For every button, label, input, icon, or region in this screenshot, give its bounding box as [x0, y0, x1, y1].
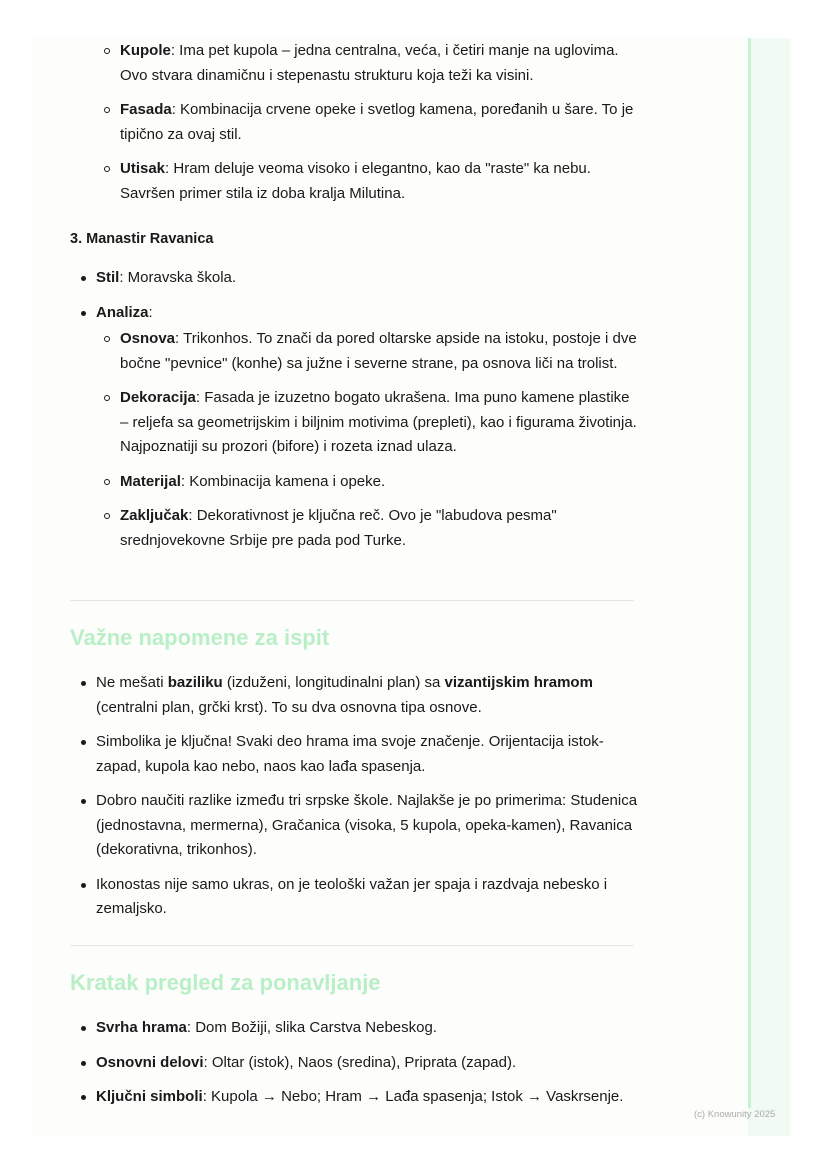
divider [70, 600, 634, 601]
list-item-note-3: Dobro naučiti razlike između tri srpske škole. Najlakše je po primerima: Studenica (jednostavna, mermerna), Gračanica (visoka, 5 kupola, opeka-kamen), Ravanica (dekorativna, trikonhos). [78, 789, 638, 863]
list-item-stil: Stil: Moravska škola. [78, 266, 638, 291]
copyright-footer: (c) Knowunity 2025 [694, 1109, 776, 1120]
list-item-dekoracija: Dekoracija: Fasada je izuzetno bogato ukrašena. Ima puno kamene plastike – reljefa sa geometrijskim i biljnim motivima (prepleti), kao i figurama životinja. Najpoznatiji su prozori (bifore) i rozeta iznad ulaza. [104, 386, 638, 460]
analysis-list [96, 327, 638, 553]
list-item-kupole: Kupole: Ima pet kupola – jedna centralna, veća, i četiri manje na uglovima. Ovo stvara dinamičnu i stepenastu strukturu koja teži ka visini. [104, 39, 644, 88]
review-list [78, 1016, 638, 1120]
list-item-materijal: Materijal: Kombinacija kamena i opeke. [104, 470, 638, 495]
ravanica-heading: 3. Manastir Ravanica [70, 231, 214, 247]
list-item-zakljucak: Zaključak: Dekorativnost je ključna reč. Ovo je "labudova pesma" srednjovekovne Srbije pre pada pod Turke. [104, 504, 638, 553]
list-item-note-1: Ne mešati baziliku (izduženi, longitudinalni plan) sa vizantijskim hramom (centralni plan, grčki krst). To su dva osnovna tipa osnove. [78, 671, 638, 720]
notes-title: Važne napomene za ispit [70, 625, 330, 650]
list-item-delovi: Osnovni delovi: Oltar (istok), Naos (sredina), Priprata (zapad). [78, 1051, 638, 1076]
gracanica-detail-list [104, 39, 644, 216]
list-item-osnova: Osnova: Trikonhos. To znači da pored oltarske apside na istoku, postoje i dve bočne "pevnice" (konhe) sa južne i severne strane, pa osnova liči na trolist. [104, 327, 638, 376]
list-item-utisak: Utisak: Hram deluje veoma visoko i elegantno, kao da "raste" ka nebu. Savršen primer stila iz doba kralja Milutina. [104, 157, 644, 206]
review-title: Kratak pregled za ponavljanje [70, 970, 381, 995]
notes-list [78, 671, 638, 932]
list-item-note-2: Simbolika je ključna! Svaki deo hrama ima svoje značenje. Orijentacija istok-zapad, kupola kao nebo, naos kao lađa spasenja. [78, 730, 638, 779]
divider [70, 945, 634, 946]
ravanica-list [78, 266, 638, 563]
list-item-analiza: Analiza: Osnova: Trikonhos. To znači da pored oltarske apside na istoku, postoje i dve bočne "pevnice" (konhe) sa južne i severne strane, pa osnova liči na trolist. Dekoracija: Fasada je izuzetno bogato ukrašena. Ima puno kamene plastike – reljefa sa geometrijskim i biljnim motivima (prepleti), kao i figurama životinja. Najpoznatiji su prozori (bifore) i rozeta iznad ulaza. Materijal: Kombinacija kamena i opeke. Zaključak: Dekorativnost je ključna reč. Ovo je "labudova pesma" srednjovekovne Srbije pre pada pod Turke. [78, 301, 638, 554]
list-item-simboli: Ključni simboli: Kupola → Nebo; Hram → Lađa spasenja; Istok → Vaskrsenje. [78, 1085, 638, 1110]
list-item-svrha: Svrha hrama: Dom Božiji, slika Carstva Nebeskog. [78, 1016, 638, 1041]
list-item-note-4: Ikonostas nije samo ukras, on je teološki važan jer spaja i razdvaja nebesko i zemaljsko. [78, 873, 638, 922]
list-item-fasada: Fasada: Kombinacija crvene opeke i svetlog kamena, poređanih u šare. To je tipično za ovaj stil. [104, 98, 644, 147]
